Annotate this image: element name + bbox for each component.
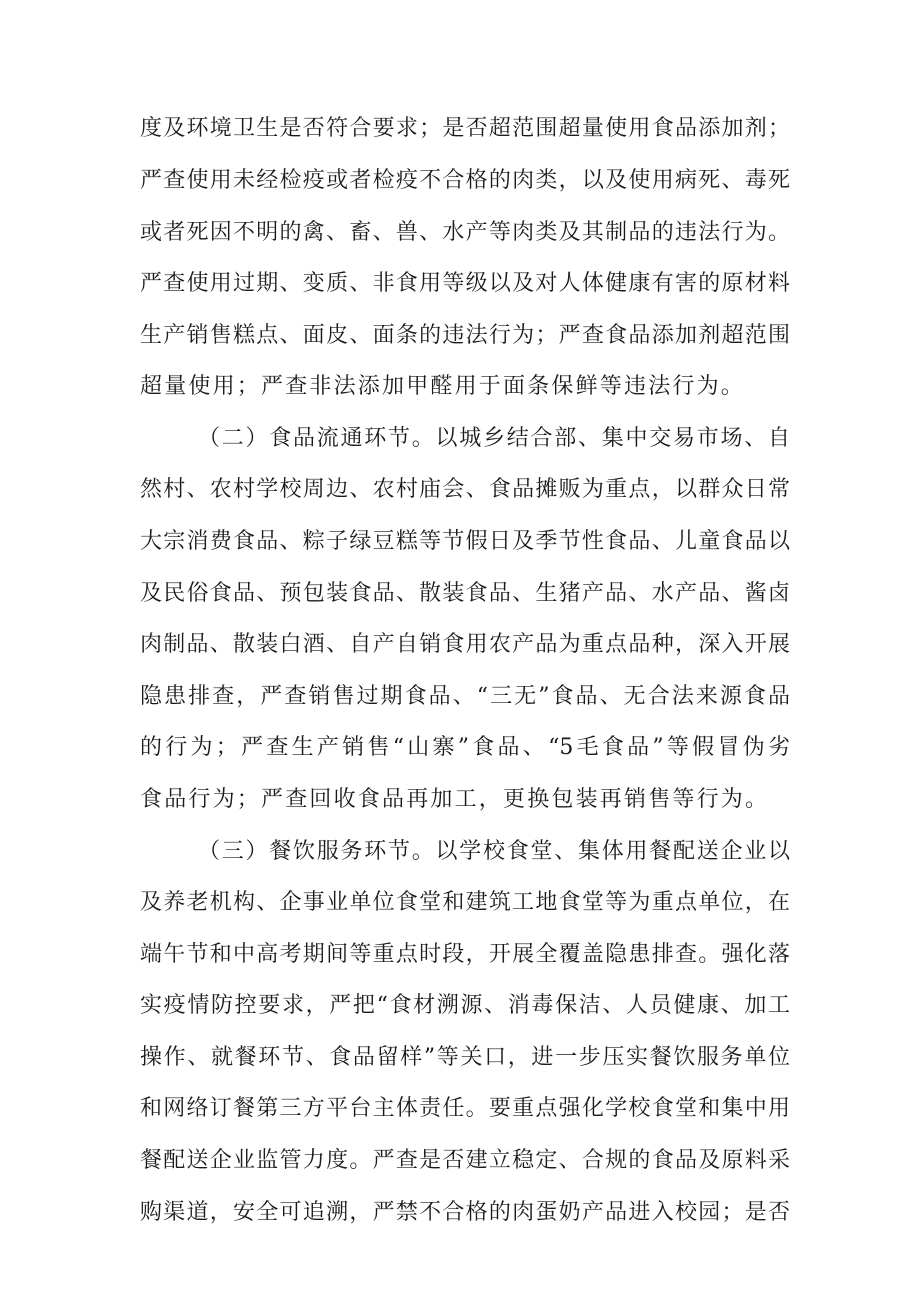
text-line: 实疫情防控要求，严把“食材溯源、消毒保洁、人员健康、加工 bbox=[140, 993, 790, 1018]
text-line: 的行为；严查生产销售“山寨”食品、“5毛食品”等假冒伪劣 bbox=[140, 735, 790, 760]
text-line: 隐患排查，严查销售过期食品、“三无”食品、无合法来源食品 bbox=[140, 684, 790, 709]
text-line: 和网络订餐第三方平台主体责任。要重点强化学校食堂和集中用 bbox=[140, 1096, 790, 1121]
text-line: 超量使用；严查非法添加甲醛用于面条保鲜等违法行为。 bbox=[140, 374, 746, 399]
text-line: 严查使用未经检疫或者检疫不合格的肉类，以及使用病死、毒死 bbox=[140, 168, 790, 193]
text-line: 度及环境卫生是否符合要求；是否超范围超量使用食品添加剂； bbox=[140, 116, 790, 141]
text-line: 肉制品、散装白酒、自产自销食用农产品为重点品种，深入开展 bbox=[140, 632, 790, 657]
text-line: 大宗消费食品、粽子绿豆糕等节假日及季节性食品、儿童食品以 bbox=[140, 529, 790, 554]
text-line: 食品行为；严查回收食品再加工，更换包装再销售等行为。 bbox=[140, 787, 770, 812]
paragraph-heading-line: （三）餐饮服务环节。以学校食堂、集体用餐配送企业以 bbox=[198, 839, 790, 864]
text-line: 及养老机构、企事业单位食堂和建筑工地食堂等为重点单位，在 bbox=[140, 890, 790, 915]
text-line: 及民俗食品、预包装食品、散装食品、生猪产品、水产品、酱卤 bbox=[140, 581, 790, 606]
text-line: 生产销售糕点、面皮、面条的违法行为；严查食品添加剂超范围 bbox=[140, 323, 790, 348]
text-line: 然村、农村学校周边、农村庙会、食品摊贩为重点，以群众日常 bbox=[140, 477, 790, 502]
text-line: 或者死因不明的禽、畜、兽、水产等肉类及其制品的违法行为。 bbox=[140, 220, 790, 245]
text-line: 购渠道，安全可追溯，严禁不合格的肉蛋奶产品进入校园；是否 bbox=[140, 1200, 790, 1225]
text-line: 端午节和中高考期间等重点时段，开展全覆盖隐患排查。强化落 bbox=[140, 942, 790, 967]
text-line: 严查使用过期、变质、非食用等级以及对人体健康有害的原材料 bbox=[140, 271, 790, 296]
text-line: 餐配送企业监管力度。严查是否建立稳定、合规的食品及原料采 bbox=[140, 1148, 790, 1173]
paragraph-heading-line: （二）食品流通环节。以城乡结合部、集中交易市场、自 bbox=[198, 426, 790, 451]
text-line: 操作、就餐环节、食品留样”等关口，进一步压实餐饮服务单位 bbox=[140, 1045, 790, 1070]
